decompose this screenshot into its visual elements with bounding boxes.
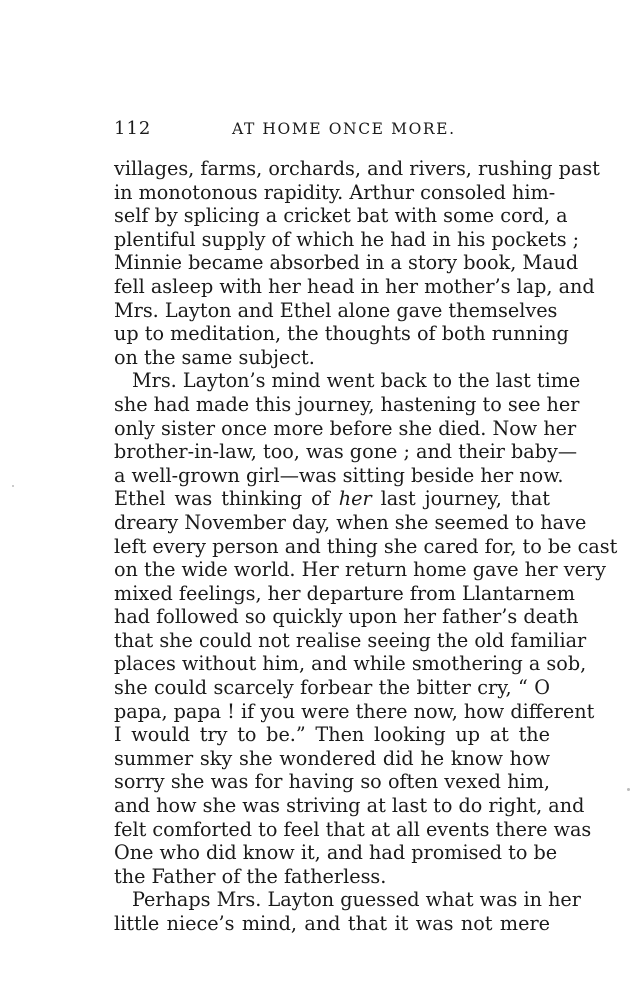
text-line: self by splicing a cricket bat with some cord, a: [114, 204, 568, 228]
text-line-with-italic: [114, 487, 550, 511]
page-header: [114, 118, 546, 142]
text-line: sorry she was for having so often vexed him,: [114, 770, 550, 794]
scan-speck: [627, 788, 630, 791]
text-line: Mrs. Layton’s mind went back to the last time: [132, 369, 581, 393]
text-segment: last journey, that: [380, 487, 550, 511]
text-line: left every person and thing she cared for, to be cast: [114, 534, 618, 558]
text-line: summer sky she wondered did he know how: [114, 746, 550, 770]
text-line: she could scarcely forbear the bitter cry, “ O: [114, 676, 550, 700]
text-line: the Father of the fatherless.: [114, 864, 387, 888]
text-line: and how she was striving at last to do right, and: [114, 794, 585, 818]
text-line: fell asleep with her head in her mother’s lap, and: [114, 274, 595, 298]
scan-speck: [12, 485, 14, 487]
text-segment: Ethel was thinking of: [114, 487, 330, 511]
running-head: AT HOME ONCE MORE.: [232, 120, 456, 138]
text-line: places without him, and while smothering a sob,: [114, 652, 587, 676]
text-line: she had made this journey, hastening to see her: [114, 392, 580, 416]
text-line: a well-grown girl—was sitting beside her now.: [114, 463, 564, 487]
text-line: mixed feelings, her departure from Llantarnem: [114, 581, 575, 605]
text-line: Perhaps Mrs. Layton guessed what was in her: [132, 888, 581, 912]
text-line: had followed so quickly upon her father’s death: [114, 605, 579, 629]
text-line: that she could not realise seeing the old familiar: [114, 628, 587, 652]
text-line: villages, farms, orchards, and rivers, rushing past: [114, 157, 600, 180]
text-line: on the wide world. Her return home gave her very: [114, 558, 606, 582]
text-line: up to meditation, the thoughts of both running: [114, 322, 569, 346]
text-line: in monotonous rapidity. Arthur consoled him-: [114, 180, 556, 204]
text-line: One who did know it, and had promised to be: [114, 841, 558, 865]
text-line: I would try to be.” Then looking up at the: [114, 723, 550, 747]
text-line: on the same subject.: [114, 345, 315, 369]
body-text: [114, 157, 618, 936]
text-line: Minnie became absorbed in a story book, Maud: [114, 251, 579, 275]
text-line: brother-in-law, too, was gone ; and their baby—: [114, 440, 578, 464]
text-line: Mrs. Layton and Ethel alone gave themselves: [114, 298, 558, 322]
italic-word: her: [338, 487, 372, 511]
text-line: felt comforted to feel that at all events there was: [114, 817, 592, 841]
text-line: only sister once more before she died. Now her: [114, 416, 577, 440]
page-number: 112: [114, 118, 152, 139]
text-line: papa, papa ! if you were there now, how different: [114, 699, 595, 723]
text-line: little niece’s mind, and that it was not mere: [114, 912, 550, 935]
text-line: plentiful supply of which he had in his pockets ;: [114, 227, 580, 251]
text-line: dreary November day, when she seemed to have: [114, 510, 587, 534]
